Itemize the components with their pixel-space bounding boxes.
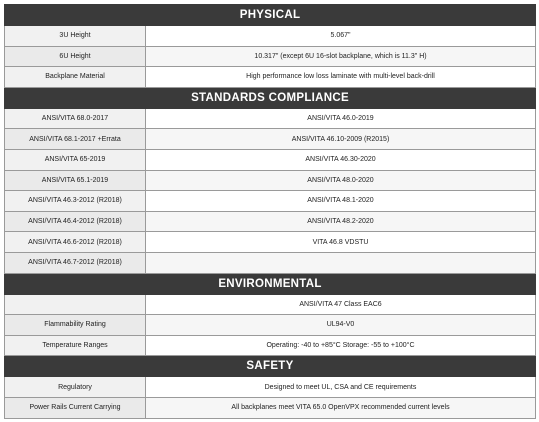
spec-label-cell: 3U Height [5, 26, 146, 47]
table-row [5, 232, 536, 253]
spec-label-cell: ANSI/VITA 65-2019 [5, 149, 146, 170]
spec-label-cell: ANSI/VITA 46.4-2012 (R2018) [5, 211, 146, 232]
spec-label-cell: Power Rails Current Carrying [5, 397, 146, 418]
section-header-row [5, 5, 536, 26]
spec-label-cell: ANSI/VITA 46.7-2012 (R2018) [5, 252, 146, 273]
spec-label-cell: ANSI/VITA 65.1-2019 [5, 170, 146, 191]
table-row [5, 211, 536, 232]
table-row [5, 294, 536, 315]
spec-value-cell: Operating: -40 to +85°C Storage: -55 to +100°C [146, 335, 536, 356]
section-title: ENVIRONMENTAL [5, 273, 536, 294]
spec-label-cell: Temperature Ranges [5, 335, 146, 356]
spec-value-cell: High performance low loss laminate with multi-level back-drill [146, 67, 536, 88]
spec-label-cell: 6U Height [5, 46, 146, 67]
spec-value-cell: ANSI/VITA 48.0-2020 [146, 170, 536, 191]
section-title: STANDARDS COMPLIANCE [5, 87, 536, 108]
section-header-row [5, 273, 536, 294]
table-row [5, 67, 536, 88]
spec-value-cell: 10.317" (except 6U 16-slot backplane, which is 11.3" H) [146, 46, 536, 67]
table-row [5, 397, 536, 418]
spec-value-cell: ANSI/VITA 46.10-2009 (R2015) [146, 129, 536, 150]
table-row [5, 129, 536, 150]
table-row [5, 149, 536, 170]
table-row [5, 108, 536, 129]
section-title: SAFETY [5, 356, 536, 377]
table-row [5, 335, 536, 356]
spec-label-cell [5, 294, 146, 315]
table-row [5, 170, 536, 191]
table-row [5, 46, 536, 67]
spec-value-cell: ANSI/VITA 46.0-2019 [146, 108, 536, 129]
spec-value-cell: ANSI/VITA 47 Class EAC6 [146, 294, 536, 315]
spec-value-cell [146, 252, 536, 273]
section-header-row [5, 356, 536, 377]
spec-value-cell: UL94-V0 [146, 315, 536, 336]
spec-value-cell: All backplanes meet VITA 65.0 OpenVPX recommended current levels [146, 397, 536, 418]
spec-value-cell: ANSI/VITA 48.1-2020 [146, 191, 536, 212]
spec-label-cell: ANSI/VITA 46.3-2012 (R2018) [5, 191, 146, 212]
spec-label-cell: Backplane Material [5, 67, 146, 88]
table-row [5, 377, 536, 398]
table-row [5, 191, 536, 212]
section-title: PHYSICAL [5, 5, 536, 26]
spec-value-cell: VITA 46.8 VDSTU [146, 232, 536, 253]
table-row [5, 252, 536, 273]
spec-value-cell: Designed to meet UL, CSA and CE requirements [146, 377, 536, 398]
spec-label-cell: ANSI/VITA 46.6-2012 (R2018) [5, 232, 146, 253]
table-row [5, 26, 536, 47]
spec-label-cell: ANSI/VITA 68.1-2017 +Errata [5, 129, 146, 150]
spec-value-cell: ANSI/VITA 46.30-2020 [146, 149, 536, 170]
table-row [5, 315, 536, 336]
specifications-table [4, 4, 536, 419]
spec-label-cell: Flammability Rating [5, 315, 146, 336]
spec-value-cell: 5.067" [146, 26, 536, 47]
spec-label-cell: Regulatory [5, 377, 146, 398]
section-header-row [5, 87, 536, 108]
spec-value-cell: ANSI/VITA 48.2-2020 [146, 211, 536, 232]
spec-label-cell: ANSI/VITA 68.0-2017 [5, 108, 146, 129]
